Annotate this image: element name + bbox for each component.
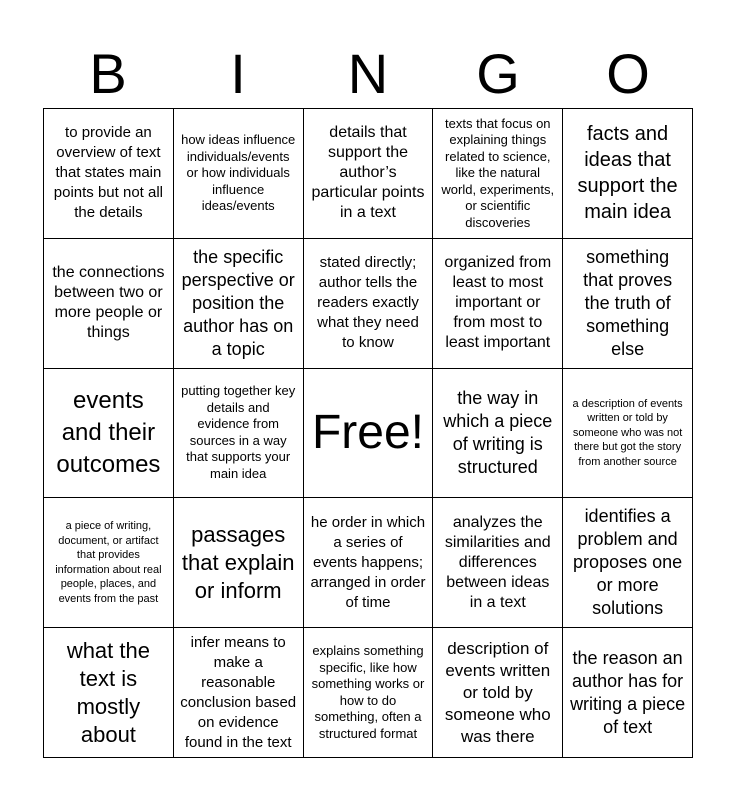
bingo-cell[interactable] <box>433 239 563 369</box>
bingo-cell[interactable] <box>44 628 174 758</box>
bingo-cell[interactable] <box>433 109 563 239</box>
header-letter-g: G <box>476 42 520 105</box>
cell-text: the connections between two or more people or things <box>52 264 165 342</box>
cell-text: the specific perspective or position the author has on a topic <box>181 246 295 359</box>
cell-text: organized from least to most important or from most to least important <box>444 254 552 352</box>
cell-text: the reason an author has for writing a piece of text <box>570 647 686 737</box>
bingo-cell[interactable] <box>304 498 434 628</box>
bingo-cell[interactable] <box>174 369 304 499</box>
cell-text: something that proves the truth of something else <box>583 246 673 359</box>
bingo-cell[interactable] <box>433 369 563 499</box>
cell-text: explains something specific, like how something works or how to do something, often a structured format <box>311 643 425 741</box>
bingo-cell[interactable] <box>174 109 304 239</box>
bingo-cell[interactable] <box>174 239 304 369</box>
bingo-cell[interactable] <box>44 369 174 499</box>
bingo-cell[interactable] <box>563 369 693 499</box>
bingo-card-grid <box>43 108 693 758</box>
bingo-header <box>43 40 693 108</box>
header-letter-n: N <box>347 42 389 105</box>
free-space-text: Free! <box>311 405 424 459</box>
cell-text: the way in which a piece of writing is structured <box>443 387 553 477</box>
bingo-cell[interactable] <box>433 628 563 758</box>
bingo-cell[interactable] <box>563 109 693 239</box>
bingo-cell[interactable] <box>174 628 304 758</box>
cell-text: analyzes the similarities and differences between ideas in a text <box>444 513 551 611</box>
bingo-cell[interactable] <box>44 109 174 239</box>
cell-text: a piece of writing, document, or artifact that provides information about real people, places, and events from the past <box>55 520 162 605</box>
bingo-cell[interactable] <box>304 109 434 239</box>
header-letter-i: I <box>230 42 246 105</box>
free-space-cell[interactable] <box>304 369 434 499</box>
bingo-cell[interactable] <box>563 498 693 628</box>
cell-text: infer means to make a reasonable conclusion based on evidence found in the text <box>180 633 297 751</box>
bingo-cell[interactable] <box>433 498 563 628</box>
cell-text: stated directly; author tells the readers exactly what they need to know <box>317 254 419 352</box>
cell-text: he order in which a series of events happens; arranged in order of time <box>310 513 426 611</box>
cell-text: passages that explain or inform <box>181 521 295 603</box>
cell-text: facts and ideas that support the main idea <box>577 123 678 224</box>
cell-text: identifies a problem and proposes one or more solutions <box>573 506 683 619</box>
cell-text: texts that focus on explaining things related to science, like the natural world, experiments, or scientific discoveries <box>441 115 555 230</box>
cell-text: events and their outcomes <box>56 386 161 478</box>
bingo-cell[interactable] <box>563 628 693 758</box>
cell-text: what the text is mostly about <box>66 637 150 747</box>
cell-text: a description of events written or told by someone who was not there but got the story from another source <box>572 397 683 468</box>
bingo-cell[interactable] <box>174 498 304 628</box>
bingo-cell[interactable] <box>304 628 434 758</box>
cell-text: how ideas influence individuals/events or how individuals influence ideas/events <box>181 132 296 214</box>
cell-text: to provide an overview of text that states main points but not all the details <box>53 124 164 222</box>
bingo-cell[interactable] <box>563 239 693 369</box>
bingo-cell[interactable] <box>44 239 174 369</box>
cell-text: details that support the author’s particular points in a text <box>311 124 425 222</box>
cell-text: putting together key details and evidence from sources in a way that supports your main idea <box>181 383 296 481</box>
bingo-cell[interactable] <box>304 239 434 369</box>
header-letter-b: B <box>89 42 127 105</box>
cell-text: description of events written or told by someone who was there <box>444 638 551 746</box>
header-letter-o: O <box>606 42 650 105</box>
bingo-cell[interactable] <box>44 498 174 628</box>
